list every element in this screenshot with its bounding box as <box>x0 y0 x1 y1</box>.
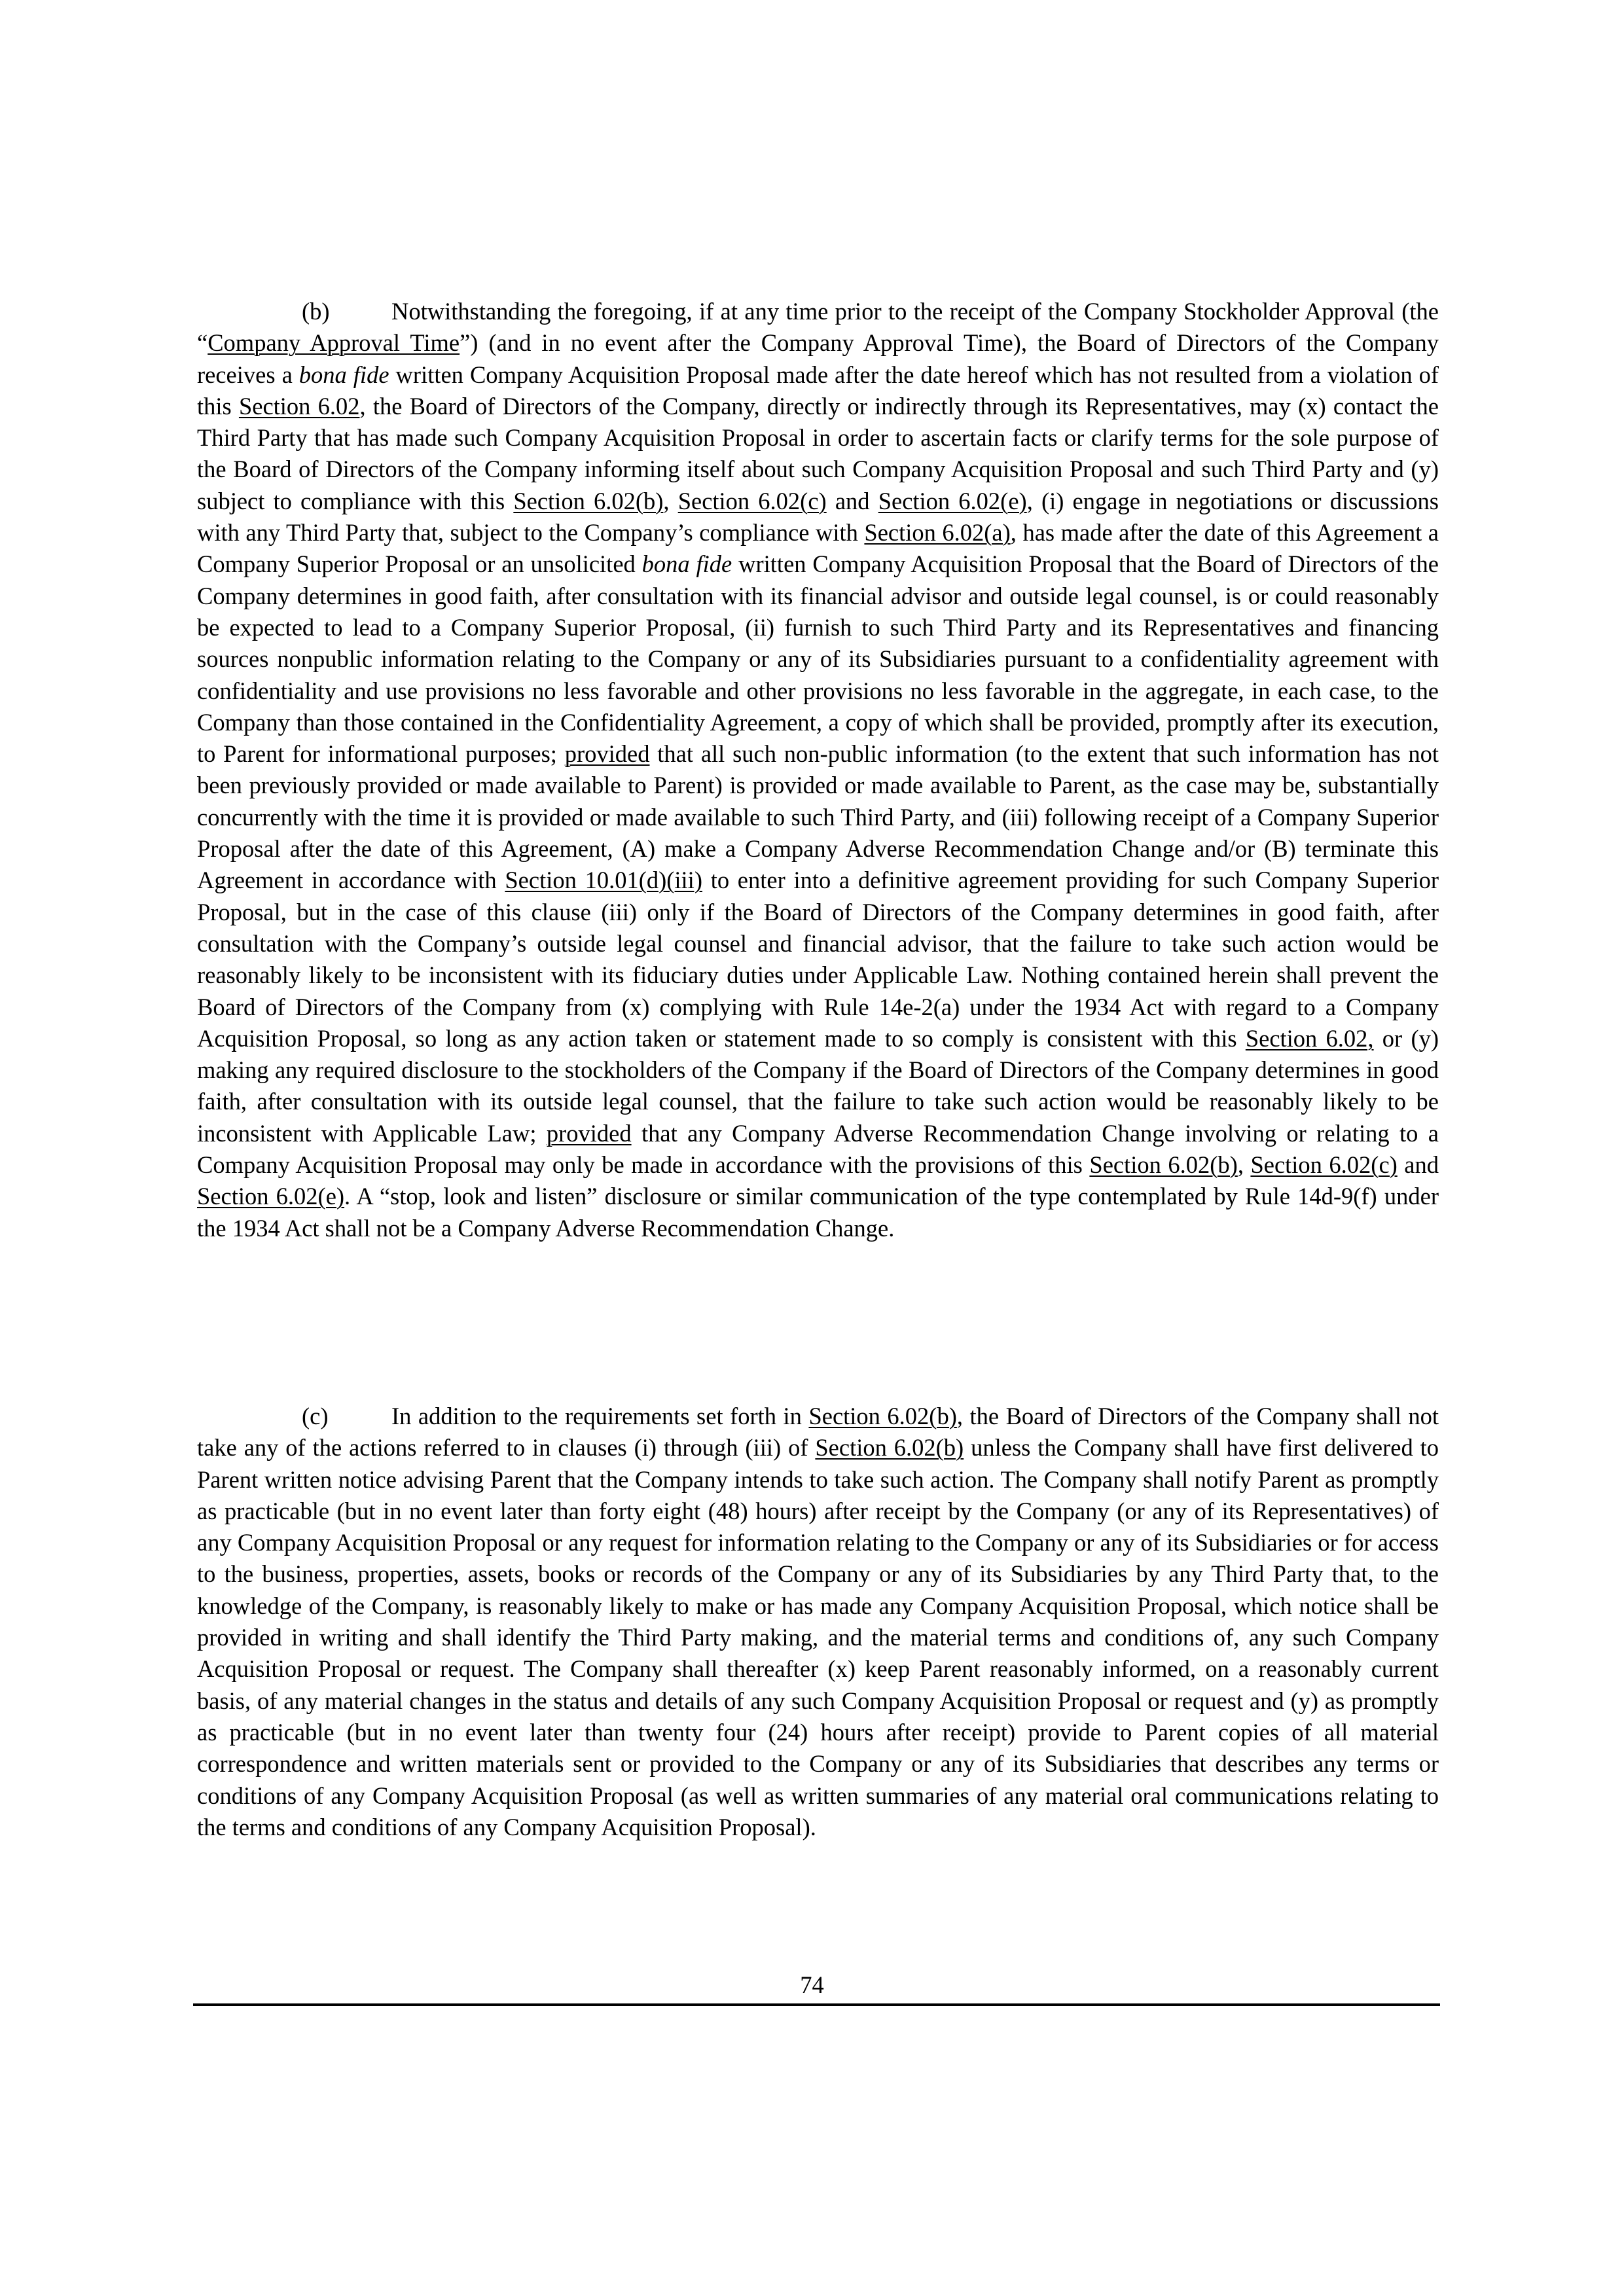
paragraph-b-text <box>197 298 1439 1242</box>
cross-reference: Section 6.02(b) <box>1089 1151 1238 1179</box>
text-run: written Company Acquisition Proposal made after the date hereof which has not resulted from a violation of this <box>197 361 1439 420</box>
paragraph-b-label: (b) <box>302 298 330 325</box>
paragraph-c-text <box>197 1403 1439 1840</box>
text-run: . A “stop, look and listen” disclosure or similar communication of the type contemplated by Rule 14d-9(f) under the 1934 Act shall not be a Company Adverse Recommendation Change. <box>197 1183 1439 1242</box>
paragraph-c-label: (c) <box>302 1403 329 1429</box>
text-run: that any Company Adverse Recommendation Change involving or relating to a Company Acquisition Proposal may only be made in accordance with the provisions of this <box>197 1119 1439 1179</box>
cross-reference: Section 6.02(b) <box>513 487 664 514</box>
cross-reference: Section 6.02(e) <box>197 1183 345 1210</box>
text-run: unless the Company shall have first delivered to Parent written notice advising Parent that the Company intends to take such action. The Company shall notify Parent as promptly as practicable (but in no event later than forty eight (48) hours) after receipt by the Company (or any of its Representatives) of any Company Acquisition Proposal or any request for information relating to the Company or any of its Subsidiaries or for access to the business, properties, assets, books or records of the Company or any of its Subsidiaries by any Third Party that, to the knowledge of the Company, is reasonably likely to make or has made any Company Acquisition Proposal, which notice shall be provided in writing and shall identify the Third Party making, and the material terms and conditions of, any such Company Acquisition Proposal or request. The Company shall thereafter (x) keep Parent reasonably informed, on a reasonably current basis, of any material changes in the status and details of any such Company Acquisition Proposal or request and (y) as promptly as practicable (but in no event later than twenty four (24) hours after receipt) provide to Parent copies of all material correspondence and written materials sent or provided to the Company or any of its Subsidiaries that describes any terms or conditions of any Company Acquisition Proposal (as well as written summaries of any material oral communications relating to the terms and conditions of any Company Acquisition Proposal). <box>197 1434 1439 1840</box>
text-run: ”) (and in no event after the Company Approval Time), the Board of Directors of the Company receives a <box>197 329 1439 388</box>
text-run: Notwithstanding the foregoing, if at any time prior to the receipt of the Company Stockholder Approval (the “ <box>197 298 1439 357</box>
text-run: , the Board of Directors of the Company, directly or indirectly through its Representatives, may (x) contact the Third Party that has made such Company Acquisition Proposal in order to ascertain facts or clarify terms for the sole purpose of the Board of Directors of the Company informing itself about such Company Acquisition Proposal and such Third Party and (y) subject to compliance with this <box>197 392 1439 514</box>
cross-reference: Section 6.02(b) <box>808 1403 957 1429</box>
cross-reference: Company Approval Time <box>208 329 460 357</box>
text-run: or (y) making any required disclosure to the stockholders of the Company if the Board of Directors of the Company determines in good faith, after consultation with its outside legal counsel, that the failure to take such action would be reasonably likely to be inconsistent with Applicable Law; <box>197 1024 1439 1147</box>
cross-reference: Section 6.02, <box>1245 1024 1374 1052</box>
cross-reference: Section 6.02(b) <box>815 1434 964 1462</box>
paragraph-b <box>197 296 1439 1244</box>
cross-reference: provided <box>546 1119 632 1147</box>
cross-reference: Section 10.01(d)(iii) <box>505 867 702 894</box>
text-run: , (i) engage in negotiations or discussions with any Third Party that, subject to the Company’s compliance with <box>197 487 1439 547</box>
paragraph-c <box>197 1401 1439 1843</box>
text-run: and <box>826 487 878 514</box>
cross-reference: Section 6.02 <box>238 392 360 420</box>
text-run: written Company Acquisition Proposal that the Board of Directors of the Company determines in good faith, after consultation with its financial advisor and outside legal counsel, is or could reasonably be expected to lead to a Company Superior Proposal, (ii) furnish to such Third Party and its Representatives and financing sources nonpublic information relating to the Company or any of its Subsidiaries pursuant to a confidentiality agreement with confidentiality and use provisions no less favorable and other provisions no less favorable in the aggregate, in each case, to the Company than those contained in the Confidentiality Agreement, a copy of which shall be provided, promptly after its execution, to Parent for informational purposes; <box>197 550 1439 768</box>
cross-reference: Section 6.02(e) <box>878 487 1027 514</box>
cross-reference: Section 6.02(a) <box>864 519 1011 547</box>
text-run: to enter into a definitive agreement providing for such Company Superior Proposal, but in the case of this clause (iii) only if the Board of Directors of the Company determines in good faith, after consultation with the Company’s outside legal counsel and financial advisor, that the failure to take such action would be reasonably likely to be inconsistent with its fiduciary duties under Applicable Law. Nothing contained herein shall prevent the Board of Directors of the Company from (x) complying with Rule 14e-2(a) under the 1934 Act with regard to a Company Acquisition Proposal, so long as any action taken or statement made to so comply is consistent with this <box>197 867 1439 1052</box>
text-run: , <box>1237 1151 1251 1179</box>
italic-text: bona fide <box>298 361 389 388</box>
italic-text: bona fide <box>641 550 732 578</box>
paragraph-c-indent <box>197 1401 391 1432</box>
cross-reference: provided <box>564 740 650 768</box>
text-run: , the Board of Directors of the Company shall not take any of the actions referred to in clauses (i) through (iii) of <box>197 1403 1439 1462</box>
paragraph-b-indent <box>197 296 391 327</box>
cross-reference: Section 6.02(c) <box>677 487 827 514</box>
text-run: and <box>1397 1151 1439 1179</box>
text-run: that all such non-public information (to the extent that such information has not been previously provided or made available to Parent) is provided or made available to Parent, as the case may be, substantially concurrently with the time it is provided or made available to such Third Party, and (iii) following receipt of a Company Superior Proposal after the date of this Agreement, (A) make a Company Adverse Recommendation Change and/or (B) terminate this Agreement in accordance with <box>197 740 1439 894</box>
page-number: 74 <box>800 1971 824 1998</box>
text-run: In addition to the requirements set forth in <box>391 1403 809 1429</box>
text-run: , <box>663 487 678 514</box>
text-run: , has made after the date of this Agreement a Company Superior Proposal or an unsolicited <box>197 519 1439 578</box>
footer-rule <box>193 2003 1440 2006</box>
cross-reference: Section 6.02(c) <box>1250 1151 1398 1179</box>
